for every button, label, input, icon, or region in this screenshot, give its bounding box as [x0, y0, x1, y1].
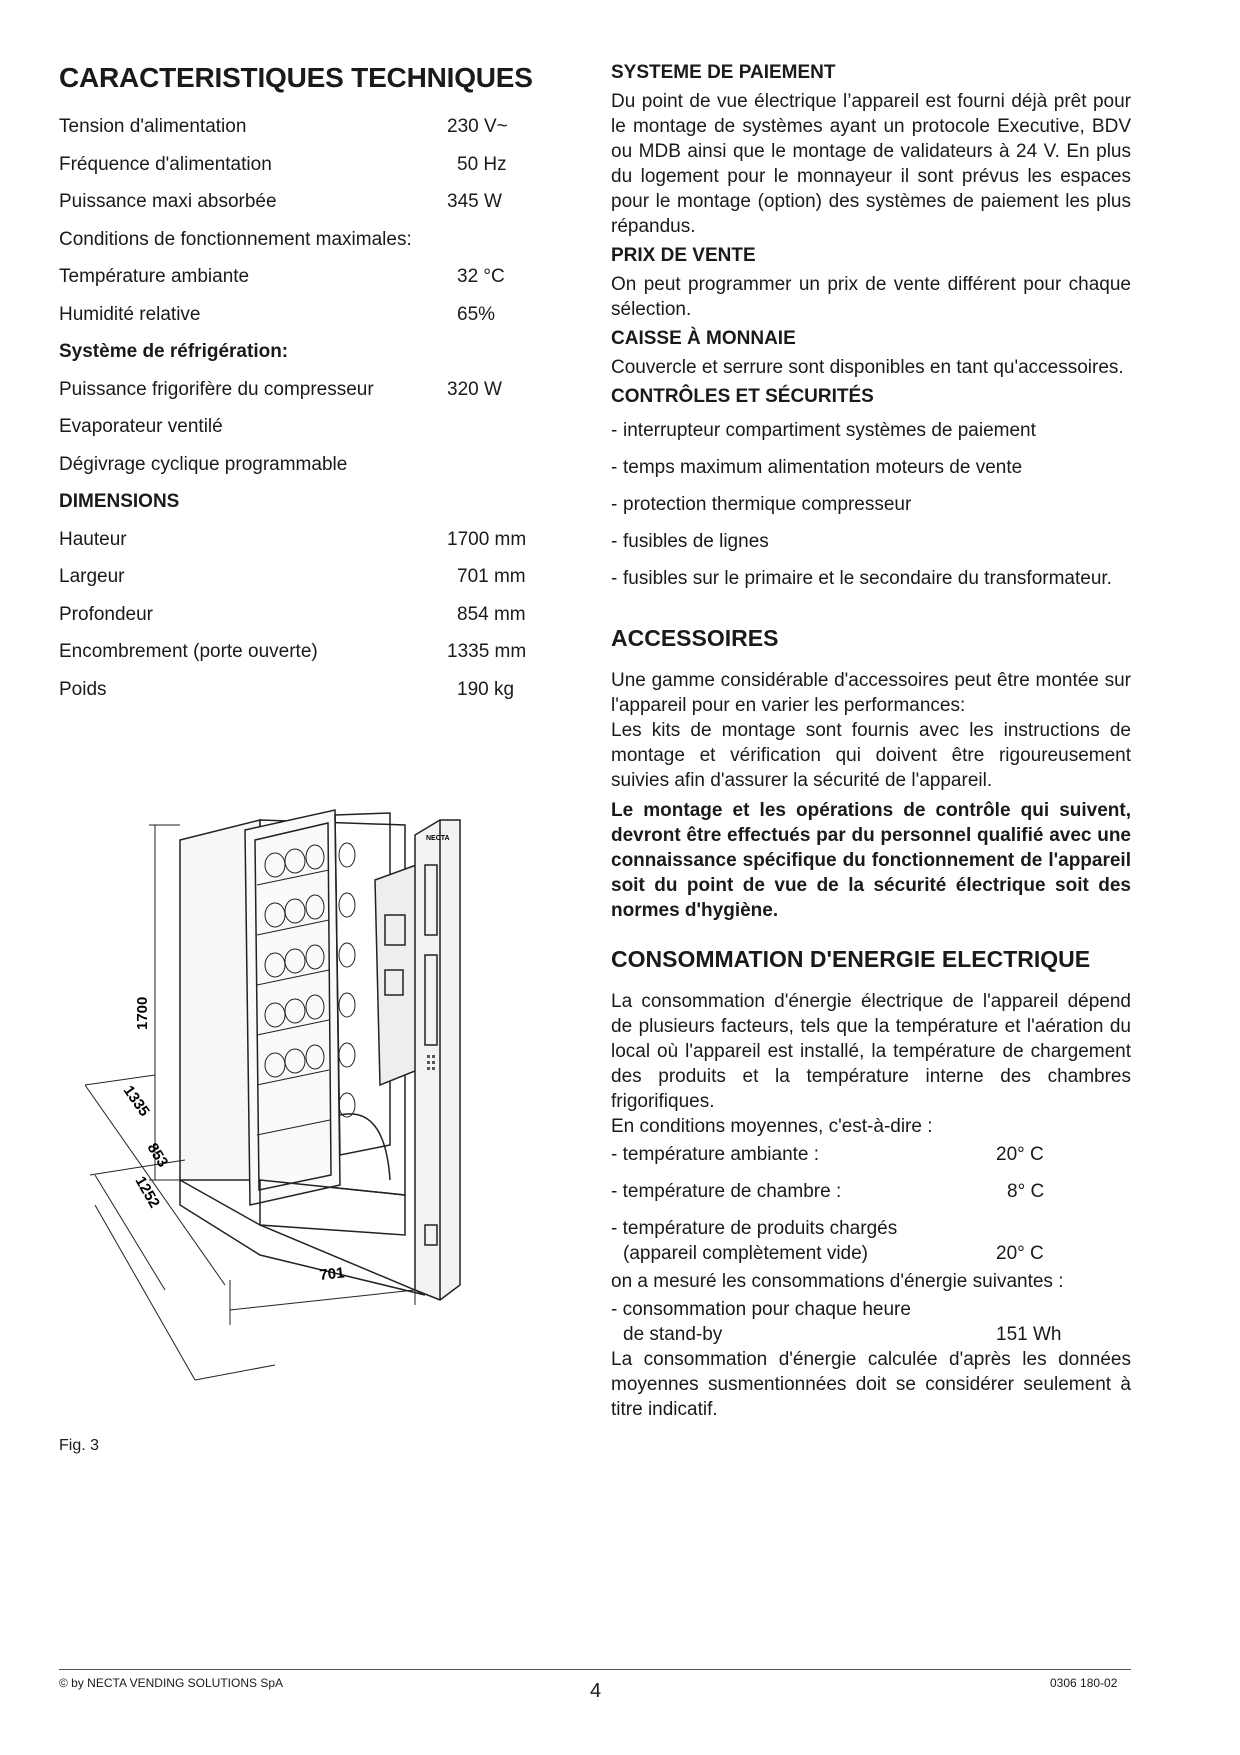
section-text-price: On peut programmer un prix de vente différent pour chaque sélection. [611, 274, 1131, 320]
list-bullet: - [611, 568, 618, 589]
condition-products-value: 20° C [996, 1243, 1044, 1264]
figure-caption: Fig. 3 [59, 1437, 100, 1454]
spec-value: 345 W [447, 191, 502, 212]
condition-chamber-value: 8° C [1007, 1181, 1045, 1202]
consumption-note: La consommation d'énergie calculée d'après les données moyennes susmentionnées doit se considérer seulement à titre indicatif. [611, 1349, 1131, 1420]
section-text-cashbox: Couvercle et serrure sont disponibles en tant qu'accessoires. [611, 357, 1124, 378]
condition-products-label1: - température de produits chargés [611, 1218, 898, 1239]
dim-depth-label: 853 [143, 1140, 172, 1171]
spec-label: Puissance frigorifère du compresseur [59, 378, 374, 400]
spec-row [59, 190, 539, 228]
list-item [611, 566, 1131, 591]
left-column [59, 62, 539, 715]
dim-open-label: 1335 [119, 1082, 153, 1120]
spec-value: 32 °C [457, 266, 505, 287]
section-title-cashbox: CAISSE À MONNAIE [611, 328, 796, 349]
condition-chamber-row [611, 1179, 1131, 1204]
page-number: 4 [590, 1680, 602, 1702]
spec-label: Fréquence d'alimentation [59, 153, 272, 175]
spec-label: Température ambiante [59, 266, 250, 287]
standby-value: 151 Wh [996, 1324, 1062, 1345]
vending-machine-figure [85, 785, 485, 1410]
spec-row [59, 115, 539, 153]
spec-row [59, 153, 539, 191]
page-title: CARACTERISTIQUES TECHNIQUES [59, 62, 533, 93]
condition-ambient-row [611, 1142, 1131, 1167]
section-title-price: PRIX DE VENTE [611, 245, 756, 266]
accessories-intro: Une gamme considérable d'accessoires peut être montée sur l'appareil pour en varier les performances: [611, 670, 1131, 716]
spec-row [59, 303, 539, 341]
controls-list [611, 418, 1131, 591]
spec-value: 320 W [447, 378, 502, 400]
spec-row [59, 603, 539, 641]
spec-label: Evaporateur ventilé [59, 416, 223, 437]
list-item-text: protection thermique compresseur [623, 494, 912, 515]
spec-label: Tension d'alimentation [59, 116, 247, 137]
consumption-measured: on a mesuré les consommations d'énergie suivantes : [611, 1271, 1064, 1292]
spec-value: 701 mm [457, 566, 526, 587]
spec-value: 190 kg [457, 678, 515, 700]
dim-height-label: 1700 [134, 996, 151, 1030]
spec-label: Humidité relative [59, 303, 201, 325]
spec-label: Profondeur [59, 603, 154, 625]
spec-value: 65% [457, 303, 496, 325]
spec-label: DIMENSIONS [59, 491, 180, 512]
spec-row [59, 378, 539, 416]
list-item-text: temps maximum alimentation moteurs de vente [623, 457, 1023, 478]
list-bullet: - [611, 420, 618, 441]
spec-label: Conditions de fonctionnement maximales: [59, 228, 412, 250]
list-bullet: - [611, 531, 618, 552]
spec-row [59, 490, 539, 528]
spec-label: Largeur [59, 566, 125, 587]
spec-value: 854 mm [457, 603, 526, 625]
spec-value: 230 V~ [447, 116, 508, 137]
consumption-intro: La consommation d'énergie électrique de l'appareil dépend de plusieurs facteurs, tels que la température et l'aération du local où l'appareil est installé, la température de chargement des produits et la température interne des chambres frigorifiques. [611, 991, 1131, 1112]
spec-row [59, 678, 539, 716]
section-title-payment: SYSTEME DE PAIEMENT [611, 62, 836, 83]
spec-value: 1700 mm [447, 528, 527, 550]
dim-width-label: 701 [318, 1264, 346, 1284]
spec-row [59, 453, 539, 491]
spec-label: Système de réfrigération: [59, 341, 289, 362]
accessories-warning: Le montage et les opérations de contrôle qui suivent, devront être effectués par du personnel qualifié avec une connaissance spécifique du fonctionnement de l'appareil soit du point de vue de la sécurité électrique soit des normes d'hygiène. [611, 800, 1131, 921]
list-item-text: fusibles sur le primaire et le secondaire du transformateur. [623, 568, 1112, 589]
document-code: 0306 180-02 [1050, 1676, 1118, 1690]
spec-row [59, 265, 539, 303]
footer-divider [59, 1669, 1131, 1670]
spec-row [59, 415, 539, 453]
footer-copyright: © by NECTA VENDING SOLUTIONS SpA [59, 1676, 284, 1690]
right-column [611, 62, 1131, 1422]
spec-value: 1335 mm [447, 641, 527, 662]
accessories-kits: Les kits de montage sont fournis avec les instructions de montage et vérification qui doivent être rigoureusement suivies afin d'assurer la sécurité de l'appareil. [611, 720, 1131, 791]
spec-list [59, 115, 539, 715]
standby-label1: - consommation pour chaque heure [611, 1299, 911, 1320]
spec-row [59, 340, 539, 378]
spec-value: 50 Hz [457, 153, 507, 175]
condition-ambient-value: 20° C [996, 1144, 1044, 1165]
spec-label: Poids [59, 678, 107, 700]
list-bullet: - [611, 494, 618, 515]
section-text-payment: Du point de vue électrique l’appareil est fourni déjà prêt pour le montage de systèmes ayant un protocole Executive, BDV ou MDB ainsi que le montage de validateurs à 24 V. En plus du logement pour le monnayeur il sont prévus les espaces pour le montage (option) des systèmes de paiement les plus répandus. [611, 91, 1131, 237]
section-title-accessories: ACCESSOIRES [611, 625, 779, 651]
list-bullet: - [611, 457, 618, 478]
list-item [611, 529, 1131, 554]
spec-label: Hauteur [59, 528, 127, 550]
list-item-text: fusibles de lignes [623, 531, 769, 552]
spec-label: Encombrement (porte ouverte) [59, 641, 318, 662]
list-item-text: interrupteur compartiment systèmes de paiement [623, 420, 1036, 441]
dim-depth2-label: 1252 [131, 1173, 163, 1211]
list-item [611, 492, 1131, 517]
spec-row [59, 640, 539, 678]
spec-row [59, 528, 539, 566]
condition-products-label2: (appareil complètement vide) [623, 1243, 869, 1264]
condition-ambient-label: - température ambiante : [611, 1144, 820, 1165]
section-title-controls: CONTRÔLES ET SÉCURITÉS [611, 386, 874, 407]
condition-products-row [611, 1216, 1131, 1266]
spec-row [59, 228, 539, 266]
consumption-conditions: En conditions moyennes, c'est-à-dire : [611, 1116, 933, 1137]
list-item [611, 455, 1131, 480]
brand-logo-text: NECTA [426, 835, 450, 842]
list-item [611, 418, 1131, 443]
condition-chamber-label: - température de chambre : [611, 1181, 842, 1202]
section-title-consumption: CONSOMMATION D'ENERGIE ELECTRIQUE [611, 946, 1091, 972]
standby-row [611, 1297, 1131, 1347]
standby-label2: de stand-by [623, 1324, 723, 1345]
spec-label: Puissance maxi absorbée [59, 191, 277, 212]
spec-row [59, 565, 539, 603]
spec-label: Dégivrage cyclique programmable [59, 453, 348, 475]
